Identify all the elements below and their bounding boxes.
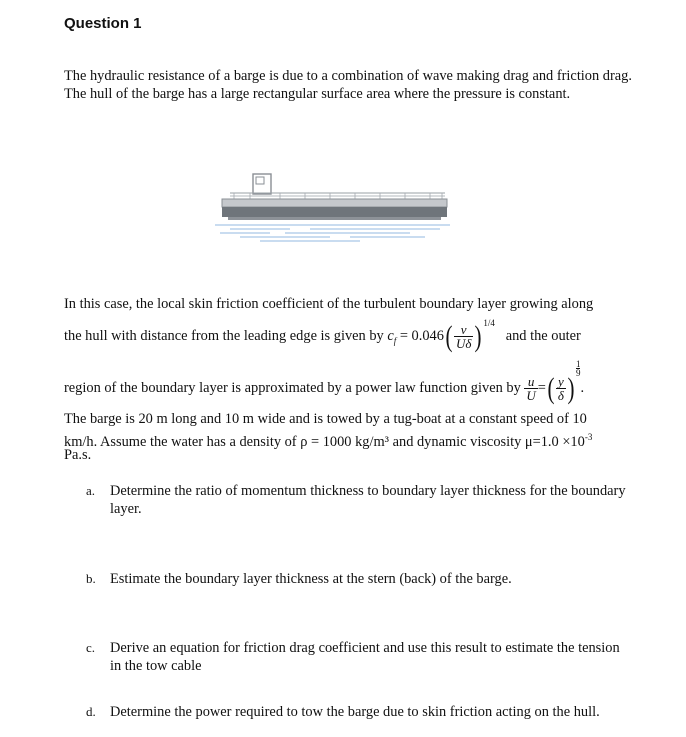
subquestion-a-label: a. (86, 483, 96, 498)
eq1-coef: = 0.046 (396, 328, 444, 344)
subquestion-d-label: d. (86, 704, 96, 719)
subquestion-c-label: c. (86, 640, 96, 655)
eq2-num2: y (558, 374, 564, 390)
subquestion-a (86, 482, 646, 518)
barge-illustration (210, 165, 460, 255)
eq1-den: Uδ (455, 336, 472, 352)
eq2-den2: δ (557, 388, 564, 404)
friction-line-3-text: region of the boundary layer is approximated by a power law function given by (64, 380, 521, 396)
eq1-num: ν (460, 322, 467, 338)
eq2-num1: u (527, 374, 535, 390)
eq2-exp-den: 9 (575, 368, 581, 378)
subquestion-c-text: Derive an equation for friction drag coefficient and use this result to estimate the tension in the tow cable (110, 640, 620, 674)
barge-spec-line-3: Pa.s. (64, 447, 92, 463)
subquestion-b-text: Estimate the boundary layer thickness at the stern (back) of the barge. (110, 571, 512, 587)
eq1-exp: 1/4 (483, 318, 495, 328)
subquestion-d-text: Determine the power required to tow the barge due to skin friction acting on the hull. (110, 704, 600, 720)
friction-line-2-tail: and the outer (505, 328, 581, 344)
subquestion-c (86, 639, 646, 675)
viscosity-text: and dynamic viscosity μ=1.0 ×10 (392, 433, 585, 450)
density-value: ρ = 1000 kg/m³ (300, 433, 389, 450)
subquestion-a-text: Determine the ratio of momentum thickness to boundary layer thickness for the boundary layer. (110, 483, 626, 517)
eq1-lhs: c (387, 328, 394, 344)
subquestion-b-label: b. (86, 571, 96, 586)
barge-spec-line-2-text: km/h. Assume the water has a density of (64, 433, 297, 450)
viscosity-exponent: -3 (584, 432, 593, 442)
barge-spec-line-1: The barge is 20 m long and 10 m wide and is towed by a tug-boat at a constant speed of 10 (64, 411, 587, 427)
friction-line-2 (64, 316, 644, 361)
friction-line-3 (64, 359, 644, 409)
subquestion-d (86, 703, 646, 721)
eq1-sub: f (393, 335, 397, 346)
friction-line-1: In this case, the local skin friction coefficient of the turbulent boundary layer growing along (64, 296, 594, 312)
eq2-den1: U (526, 388, 536, 404)
intro-paragraph: The hydraulic resistance of a barge is due to a combination of wave making drag and friction drag. The hull of the barge has a large rectangular surface area where the pressure is constant. (64, 68, 632, 102)
friction-line-2-text: the hull with distance from the leading edge is given by (64, 328, 384, 344)
skin-friction-equation: $c_f = 0.046$( $\frac{\nu}{U\delta}$ ) $^{1/4}$ (387, 318, 495, 353)
power-law-equation: $\frac{u}{U}$ =( $\frac{y}{\delta}$ ) $^{\frac{1}{9}}$ . (526, 359, 585, 405)
eq2-exp-num: 1 (575, 359, 581, 369)
question-heading: Question 1 (64, 15, 142, 32)
subquestion-b (86, 570, 646, 588)
